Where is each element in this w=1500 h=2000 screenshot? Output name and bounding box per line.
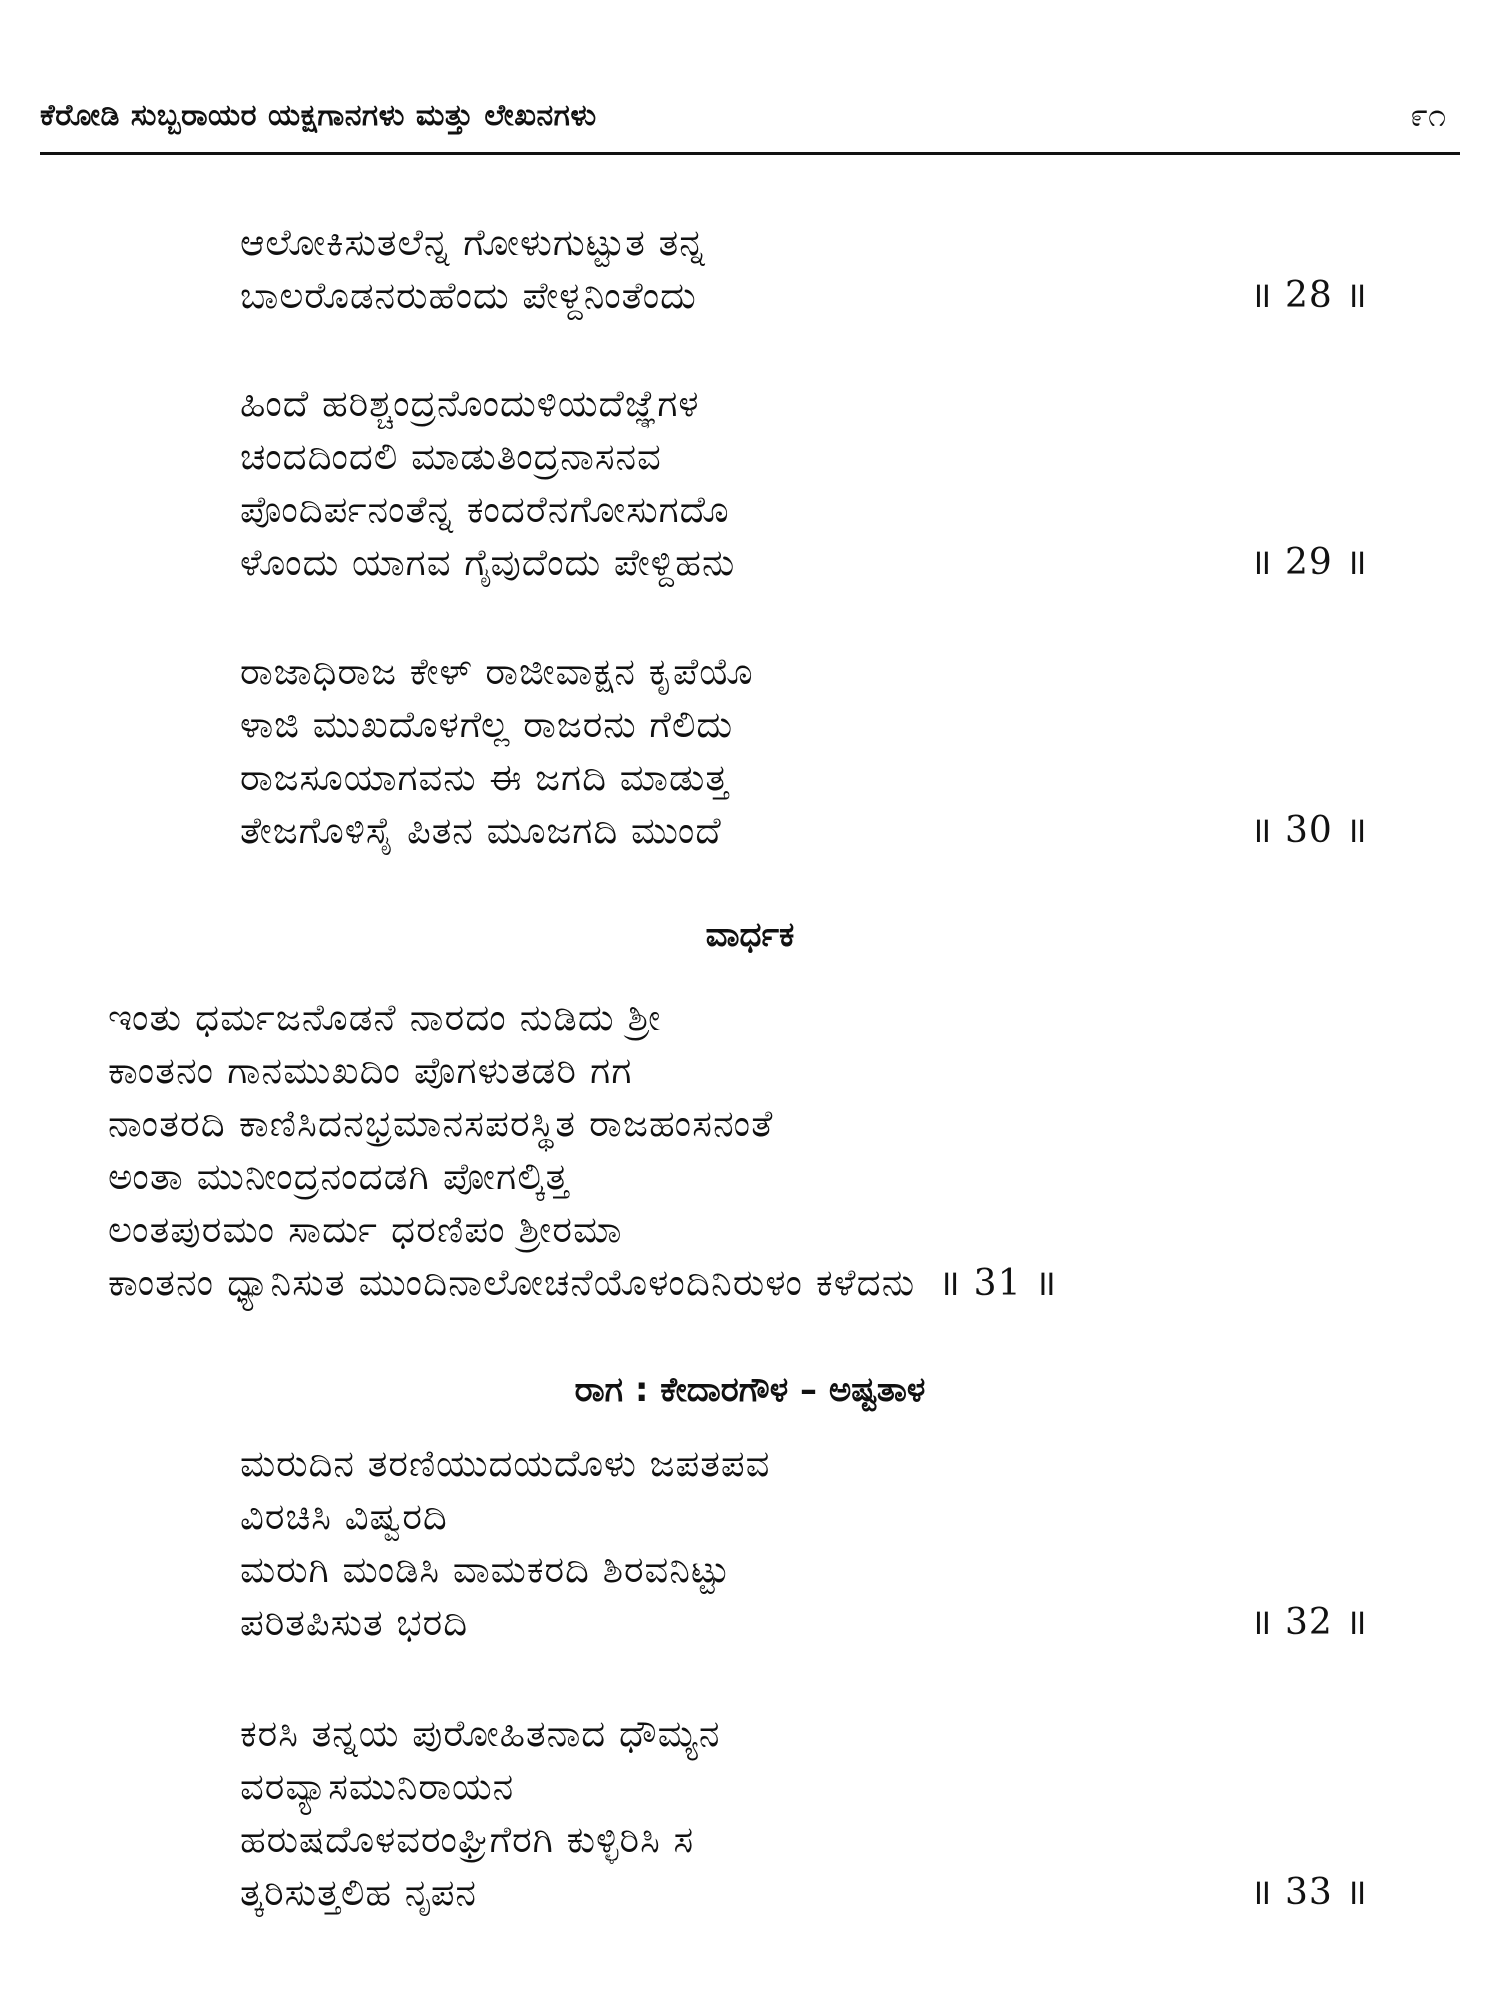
verse-line-text: ತೇಜಗೊಳಿಸೈ ಪಿತನ ಮೂಜಗದಿ ಮುಂದೆ — [240, 809, 722, 852]
stanza-29 — [240, 377, 1400, 589]
verse-line: ಳಾಜಿ ಮುಖದೊಳಗೆಲ್ಲ ರಾಜರನು ಗೆಲಿದು — [240, 703, 734, 746]
verse-number: ॥ 30 ॥ — [1250, 810, 1368, 851]
verse-line: ಹರುಷದೊಳವರಂಘ್ರಿಗೆರಗಿ ಕುಳ್ಳಿರಿಸಿ ಸ — [240, 1818, 695, 1861]
verse-number: ॥ 28 ॥ — [1250, 275, 1368, 316]
verse-line: ವರವ್ಯಾಸಮುನಿರಾಯನ — [240, 1765, 515, 1808]
verse-line-text: ಬಾಲರೊಡನರುಹೆಂದು ಪೇಳ್ದನಿಂತೆಂದು — [240, 274, 697, 317]
stanza-30 — [240, 645, 1400, 857]
verse-line-text: ಕಾಂತನಂ ಧ್ಯಾನಿಸುತ ಮುಂದಿನಾಲೋಚನೆಯೊಳಂದಿನಿರುಳಂ ಕಳೆದನು — [108, 1261, 916, 1304]
raga-heading: ರಾಗ : ಕೇದಾರಗೌಳ – ಅಷ್ಟತಾಳ — [574, 1370, 926, 1410]
verse-line-text: ಳೊಂದು ಯಾಗವ ಗೈವುದೆಂದು ಪೇಳ್ದಿಹನು — [240, 541, 736, 584]
verse-line — [240, 1866, 1400, 1919]
verse-line-text: ಪರಿತಪಿಸುತ ಭರದಿ — [240, 1601, 469, 1644]
verse-line — [240, 536, 1400, 589]
page-header — [40, 92, 1460, 155]
verse-number: ॥ 29 ॥ — [1250, 542, 1368, 583]
verse-line — [240, 1596, 1400, 1649]
verse-line: ಮರುದಿನ ತರಣಿಯುದಯದೊಳು ಜಪತಪವ — [240, 1442, 771, 1485]
stanza-31 — [108, 991, 1498, 1309]
section-heading: ವಾರ್ಧಕ — [705, 915, 795, 955]
verse-line: ಲಂತಪುರಮಂ ಸಾರ್ದು ಧರಣಿಪಂ ಶ್ರೀರಮಾ — [108, 1208, 623, 1251]
verse-number: ॥ 32 ॥ — [1250, 1602, 1368, 1643]
verse-line: ಪೊಂದಿರ್ಪನಂತೆನ್ನ ಕಂದರೆನಗೋಸುಗದೊ — [240, 488, 730, 531]
verse-number: ॥ 33 ॥ — [1250, 1872, 1368, 1913]
verse-line: ರಾಜಾಧಿರಾಜ ಕೇಳ್ ರಾಜೀವಾಕ್ಷನ ಕೃಪೆಯೊ — [240, 650, 754, 693]
running-title: ಕೆರೋಡಿ ಸುಬ್ಬರಾಯರ ಯಕ್ಷಗಾನಗಳು ಮತ್ತು ಲೇಖನಗಳು — [40, 98, 597, 133]
verse-line: ಅಂತಾ ಮುನೀಂದ್ರನಂದಡಗಿ ಪೋಗಲ್ಕಿತ್ತ — [108, 1155, 570, 1198]
verse-line: ಕರಸಿ ತನ್ನಯ ಪುರೋಹಿತನಾದ ಧೌಮ್ಯನ — [240, 1712, 721, 1755]
verse-line — [108, 1256, 1498, 1309]
stanza-33 — [240, 1707, 1400, 1919]
verse-line — [240, 269, 1400, 322]
stanza-28 — [240, 216, 1400, 322]
verse-line: ಹಿಂದೆ ಹರಿಶ್ಚಂದ್ರನೊಂದುಳಿಯದೆಜ್ಞೆಗಳ — [240, 382, 700, 425]
stanza-32 — [240, 1437, 1400, 1649]
verse-line: ರಾಜಸೂಯಾಗವನು ಈ ಜಗದಿ ಮಾಡುತ್ತ — [240, 756, 730, 799]
verse-line: ನಾಂತರದಿ ಕಾಣಿಸಿದನಭ್ರಮಾನಸಪರಸ್ಥಿತ ರಾಜಹಂಸನಂತೆ — [108, 1102, 774, 1145]
page-number: ೯೧ — [1410, 96, 1446, 134]
verse-line: ಚಂದದಿಂದಲಿ ಮಾಡುತಿಂದ್ರನಾಸನವ — [240, 435, 662, 478]
verse-line — [240, 804, 1400, 857]
verse-line: ಇಂತು ಧರ್ಮಜನೊಡನೆ ನಾರದಂ ನುಡಿದು ಶ್ರೀ — [108, 996, 662, 1039]
verse-line: ಮರುಗಿ ಮಂಡಿಸಿ ವಾಮಕರದಿ ಶಿರವನಿಟ್ಟು — [240, 1548, 731, 1591]
verse-number: ॥ 31 ॥ — [938, 1263, 1058, 1304]
verse-line: ಆಲೋಕಿಸುತಲೆನ್ನ ಗೋಳುಗುಟ್ಟುತ ತನ್ನ — [240, 221, 706, 264]
verse-line-text: ತ್ಕರಿಸುತ್ತಲಿಹ ನೃಪನ — [240, 1871, 477, 1914]
verse-line: ಕಾಂತನಂ ಗಾನಮುಖದಿಂ ಪೊಗಳುತಡರಿ ಗಗ — [108, 1049, 633, 1092]
verse-line: ವಿರಚಿಸಿ ವಿಷ್ವರದಿ — [240, 1495, 448, 1538]
